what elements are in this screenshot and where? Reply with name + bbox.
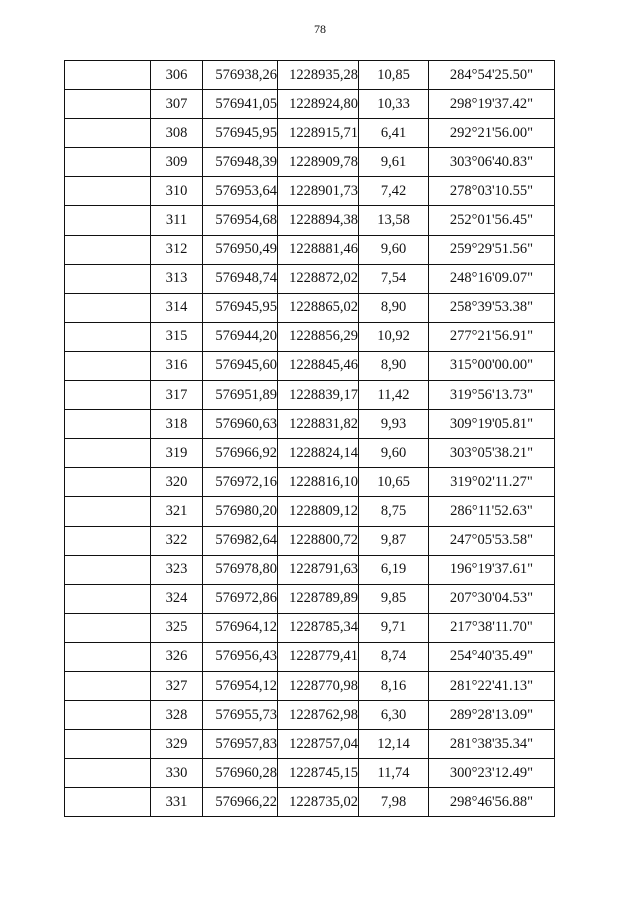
table-row (65, 730, 555, 759)
distance-cell: 9,61 (359, 148, 429, 177)
y-coordinate-cell: 1228762,98 (278, 701, 359, 730)
point-number-cell: 310 (151, 177, 203, 206)
table-row (65, 264, 555, 293)
bearing-cell: 289°28'13.09" (429, 701, 555, 730)
empty-cell (65, 119, 151, 148)
table-row (65, 351, 555, 380)
distance-cell: 10,92 (359, 322, 429, 351)
x-coordinate-cell: 576960,63 (203, 410, 278, 439)
y-coordinate-cell: 1228816,10 (278, 468, 359, 497)
x-coordinate-cell: 576948,39 (203, 148, 278, 177)
empty-cell (65, 555, 151, 584)
bearing-cell: 298°19'37.42" (429, 90, 555, 119)
y-coordinate-cell: 1228831,82 (278, 410, 359, 439)
point-number-cell: 331 (151, 788, 203, 817)
table-row (65, 322, 555, 351)
empty-cell (65, 351, 151, 380)
point-number-cell: 313 (151, 264, 203, 293)
distance-cell: 6,30 (359, 701, 429, 730)
point-number-cell: 315 (151, 322, 203, 351)
distance-cell: 10,65 (359, 468, 429, 497)
y-coordinate-cell: 1228901,73 (278, 177, 359, 206)
distance-cell: 8,74 (359, 642, 429, 671)
point-number-cell: 309 (151, 148, 203, 177)
point-number-cell: 307 (151, 90, 203, 119)
table-row (65, 788, 555, 817)
empty-cell (65, 730, 151, 759)
point-number-cell: 323 (151, 555, 203, 584)
y-coordinate-cell: 1228800,72 (278, 526, 359, 555)
distance-cell: 8,16 (359, 671, 429, 700)
table-row (65, 90, 555, 119)
x-coordinate-cell: 576978,80 (203, 555, 278, 584)
bearing-cell: 278°03'10.55" (429, 177, 555, 206)
empty-cell (65, 701, 151, 730)
y-coordinate-cell: 1228881,46 (278, 235, 359, 264)
coordinates-table-body (65, 61, 555, 817)
point-number-cell: 311 (151, 206, 203, 235)
coordinates-table (64, 60, 555, 817)
empty-cell (65, 526, 151, 555)
bearing-cell: 303°05'38.21" (429, 439, 555, 468)
y-coordinate-cell: 1228915,71 (278, 119, 359, 148)
bearing-cell: 319°02'11.27" (429, 468, 555, 497)
distance-cell: 10,85 (359, 61, 429, 90)
x-coordinate-cell: 576980,20 (203, 497, 278, 526)
table-row (65, 526, 555, 555)
empty-cell (65, 613, 151, 642)
y-coordinate-cell: 1228865,02 (278, 293, 359, 322)
x-coordinate-cell: 576966,92 (203, 439, 278, 468)
distance-cell: 11,42 (359, 381, 429, 410)
bearing-cell: 298°46'56.88" (429, 788, 555, 817)
x-coordinate-cell: 576972,86 (203, 584, 278, 613)
table-row (65, 584, 555, 613)
table-row (65, 235, 555, 264)
bearing-cell: 207°30'04.53" (429, 584, 555, 613)
table-row (65, 119, 555, 148)
table-row (65, 613, 555, 642)
distance-cell: 6,19 (359, 555, 429, 584)
bearing-cell: 258°39'53.38" (429, 293, 555, 322)
empty-cell (65, 90, 151, 119)
x-coordinate-cell: 576944,20 (203, 322, 278, 351)
distance-cell: 8,90 (359, 351, 429, 380)
empty-cell (65, 642, 151, 671)
y-coordinate-cell: 1228909,78 (278, 148, 359, 177)
y-coordinate-cell: 1228757,04 (278, 730, 359, 759)
distance-cell: 11,74 (359, 759, 429, 788)
y-coordinate-cell: 1228785,34 (278, 613, 359, 642)
table-row (65, 381, 555, 410)
x-coordinate-cell: 576950,49 (203, 235, 278, 264)
y-coordinate-cell: 1228779,41 (278, 642, 359, 671)
distance-cell: 9,71 (359, 613, 429, 642)
y-coordinate-cell: 1228872,02 (278, 264, 359, 293)
point-number-cell: 322 (151, 526, 203, 555)
point-number-cell: 330 (151, 759, 203, 788)
point-number-cell: 326 (151, 642, 203, 671)
bearing-cell: 247°05'53.58" (429, 526, 555, 555)
distance-cell: 10,33 (359, 90, 429, 119)
x-coordinate-cell: 576957,83 (203, 730, 278, 759)
bearing-cell: 292°21'56.00" (429, 119, 555, 148)
point-number-cell: 324 (151, 584, 203, 613)
bearing-cell: 217°38'11.70" (429, 613, 555, 642)
bearing-cell: 248°16'09.07" (429, 264, 555, 293)
point-number-cell: 325 (151, 613, 203, 642)
bearing-cell: 286°11'52.63" (429, 497, 555, 526)
point-number-cell: 320 (151, 468, 203, 497)
y-coordinate-cell: 1228839,17 (278, 381, 359, 410)
x-coordinate-cell: 576941,05 (203, 90, 278, 119)
table-row (65, 671, 555, 700)
empty-cell (65, 410, 151, 439)
x-coordinate-cell: 576951,89 (203, 381, 278, 410)
distance-cell: 9,60 (359, 439, 429, 468)
empty-cell (65, 497, 151, 526)
y-coordinate-cell: 1228824,14 (278, 439, 359, 468)
y-coordinate-cell: 1228856,29 (278, 322, 359, 351)
empty-cell (65, 788, 151, 817)
empty-cell (65, 759, 151, 788)
table-row (65, 177, 555, 206)
bearing-cell: 277°21'56.91" (429, 322, 555, 351)
x-coordinate-cell: 576966,22 (203, 788, 278, 817)
empty-cell (65, 381, 151, 410)
y-coordinate-cell: 1228894,38 (278, 206, 359, 235)
distance-cell: 7,98 (359, 788, 429, 817)
empty-cell (65, 584, 151, 613)
bearing-cell: 196°19'37.61" (429, 555, 555, 584)
empty-cell (65, 206, 151, 235)
empty-cell (65, 671, 151, 700)
bearing-cell: 281°38'35.34" (429, 730, 555, 759)
y-coordinate-cell: 1228791,63 (278, 555, 359, 584)
bearing-cell: 309°19'05.81" (429, 410, 555, 439)
x-coordinate-cell: 576948,74 (203, 264, 278, 293)
point-number-cell: 316 (151, 351, 203, 380)
distance-cell: 6,41 (359, 119, 429, 148)
point-number-cell: 329 (151, 730, 203, 759)
point-number-cell: 318 (151, 410, 203, 439)
empty-cell (65, 293, 151, 322)
empty-cell (65, 235, 151, 264)
empty-cell (65, 468, 151, 497)
bearing-cell: 252°01'56.45" (429, 206, 555, 235)
empty-cell (65, 264, 151, 293)
distance-cell: 8,90 (359, 293, 429, 322)
point-number-cell: 328 (151, 701, 203, 730)
table-row (65, 410, 555, 439)
point-number-cell: 327 (151, 671, 203, 700)
distance-cell: 9,85 (359, 584, 429, 613)
table-row (65, 148, 555, 177)
y-coordinate-cell: 1228924,80 (278, 90, 359, 119)
distance-cell: 9,87 (359, 526, 429, 555)
y-coordinate-cell: 1228735,02 (278, 788, 359, 817)
page-number: 78 (314, 22, 326, 36)
point-number-cell: 317 (151, 381, 203, 410)
empty-cell (65, 439, 151, 468)
table-row (65, 701, 555, 730)
bearing-cell: 254°40'35.49" (429, 642, 555, 671)
x-coordinate-cell: 576972,16 (203, 468, 278, 497)
point-number-cell: 308 (151, 119, 203, 148)
empty-cell (65, 148, 151, 177)
table-row (65, 206, 555, 235)
distance-cell: 13,58 (359, 206, 429, 235)
distance-cell: 9,60 (359, 235, 429, 264)
bearing-cell: 303°06'40.83" (429, 148, 555, 177)
bearing-cell: 300°23'12.49" (429, 759, 555, 788)
x-coordinate-cell: 576953,64 (203, 177, 278, 206)
table-row (65, 759, 555, 788)
point-number-cell: 319 (151, 439, 203, 468)
x-coordinate-cell: 576954,68 (203, 206, 278, 235)
point-number-cell: 321 (151, 497, 203, 526)
x-coordinate-cell: 576982,64 (203, 526, 278, 555)
table-row (65, 439, 555, 468)
y-coordinate-cell: 1228789,89 (278, 584, 359, 613)
distance-cell: 7,42 (359, 177, 429, 206)
x-coordinate-cell: 576938,26 (203, 61, 278, 90)
table-row (65, 293, 555, 322)
y-coordinate-cell: 1228809,12 (278, 497, 359, 526)
point-number-cell: 312 (151, 235, 203, 264)
bearing-cell: 284°54'25.50" (429, 61, 555, 90)
empty-cell (65, 177, 151, 206)
x-coordinate-cell: 576954,12 (203, 671, 278, 700)
y-coordinate-cell: 1228845,46 (278, 351, 359, 380)
distance-cell: 8,75 (359, 497, 429, 526)
x-coordinate-cell: 576960,28 (203, 759, 278, 788)
distance-cell: 12,14 (359, 730, 429, 759)
table-row (65, 555, 555, 584)
point-number-cell: 306 (151, 61, 203, 90)
x-coordinate-cell: 576955,73 (203, 701, 278, 730)
table-row (65, 497, 555, 526)
table-row (65, 61, 555, 90)
x-coordinate-cell: 576964,12 (203, 613, 278, 642)
bearing-cell: 281°22'41.13" (429, 671, 555, 700)
x-coordinate-cell: 576945,95 (203, 293, 278, 322)
distance-cell: 9,93 (359, 410, 429, 439)
bearing-cell: 259°29'51.56" (429, 235, 555, 264)
empty-cell (65, 61, 151, 90)
x-coordinate-cell: 576945,60 (203, 351, 278, 380)
x-coordinate-cell: 576945,95 (203, 119, 278, 148)
distance-cell: 7,54 (359, 264, 429, 293)
table-row (65, 468, 555, 497)
empty-cell (65, 322, 151, 351)
bearing-cell: 315°00'00.00" (429, 351, 555, 380)
table-row (65, 642, 555, 671)
y-coordinate-cell: 1228770,98 (278, 671, 359, 700)
bearing-cell: 319°56'13.73" (429, 381, 555, 410)
x-coordinate-cell: 576956,43 (203, 642, 278, 671)
point-number-cell: 314 (151, 293, 203, 322)
y-coordinate-cell: 1228745,15 (278, 759, 359, 788)
y-coordinate-cell: 1228935,28 (278, 61, 359, 90)
